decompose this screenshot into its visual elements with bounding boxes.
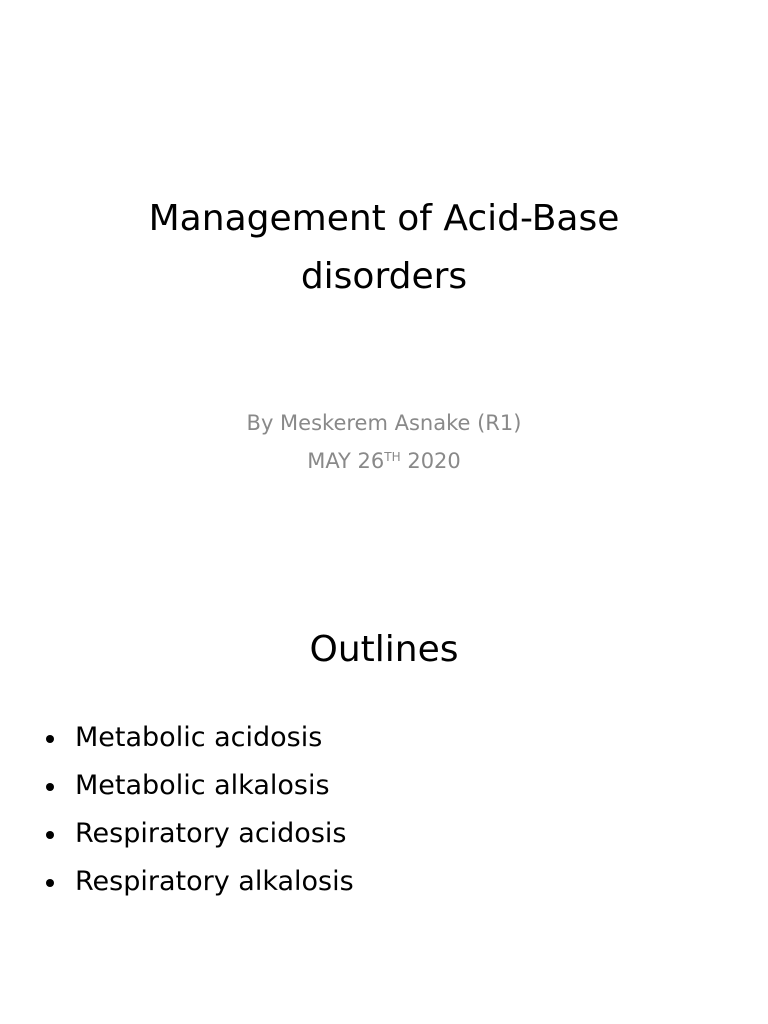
title-line-1: Management of Acid-Base [148, 198, 620, 239]
title-line-2: disorders [300, 256, 468, 297]
bullet-dot-icon [46, 735, 54, 743]
bullet-text: Metabolic alkalosis [75, 770, 330, 801]
bullet-dot-icon [46, 879, 54, 887]
date-prefix: MAY 26 [307, 449, 385, 473]
author-line: By Meskerem Asnake (R1) [246, 411, 522, 435]
bullet-item [40, 858, 354, 906]
bullet-text: Respiratory alkalosis [75, 866, 354, 897]
outline-title: Outlines [309, 629, 459, 670]
outline-bullet-list [40, 714, 354, 906]
outline-slide [0, 576, 768, 1024]
date-superscript: TH [384, 450, 401, 464]
bullet-item [40, 762, 354, 810]
slide-title [60, 190, 708, 306]
bullet-dot-icon [46, 783, 54, 791]
slide-subtitle [60, 404, 708, 480]
bullet-item [40, 714, 354, 762]
date-line [60, 442, 708, 480]
bullet-text: Metabolic acidosis [75, 722, 323, 753]
bullet-item [40, 810, 354, 858]
bullet-text: Respiratory acidosis [75, 818, 347, 849]
date-suffix: 2020 [400, 449, 461, 473]
bullet-dot-icon [46, 831, 54, 839]
